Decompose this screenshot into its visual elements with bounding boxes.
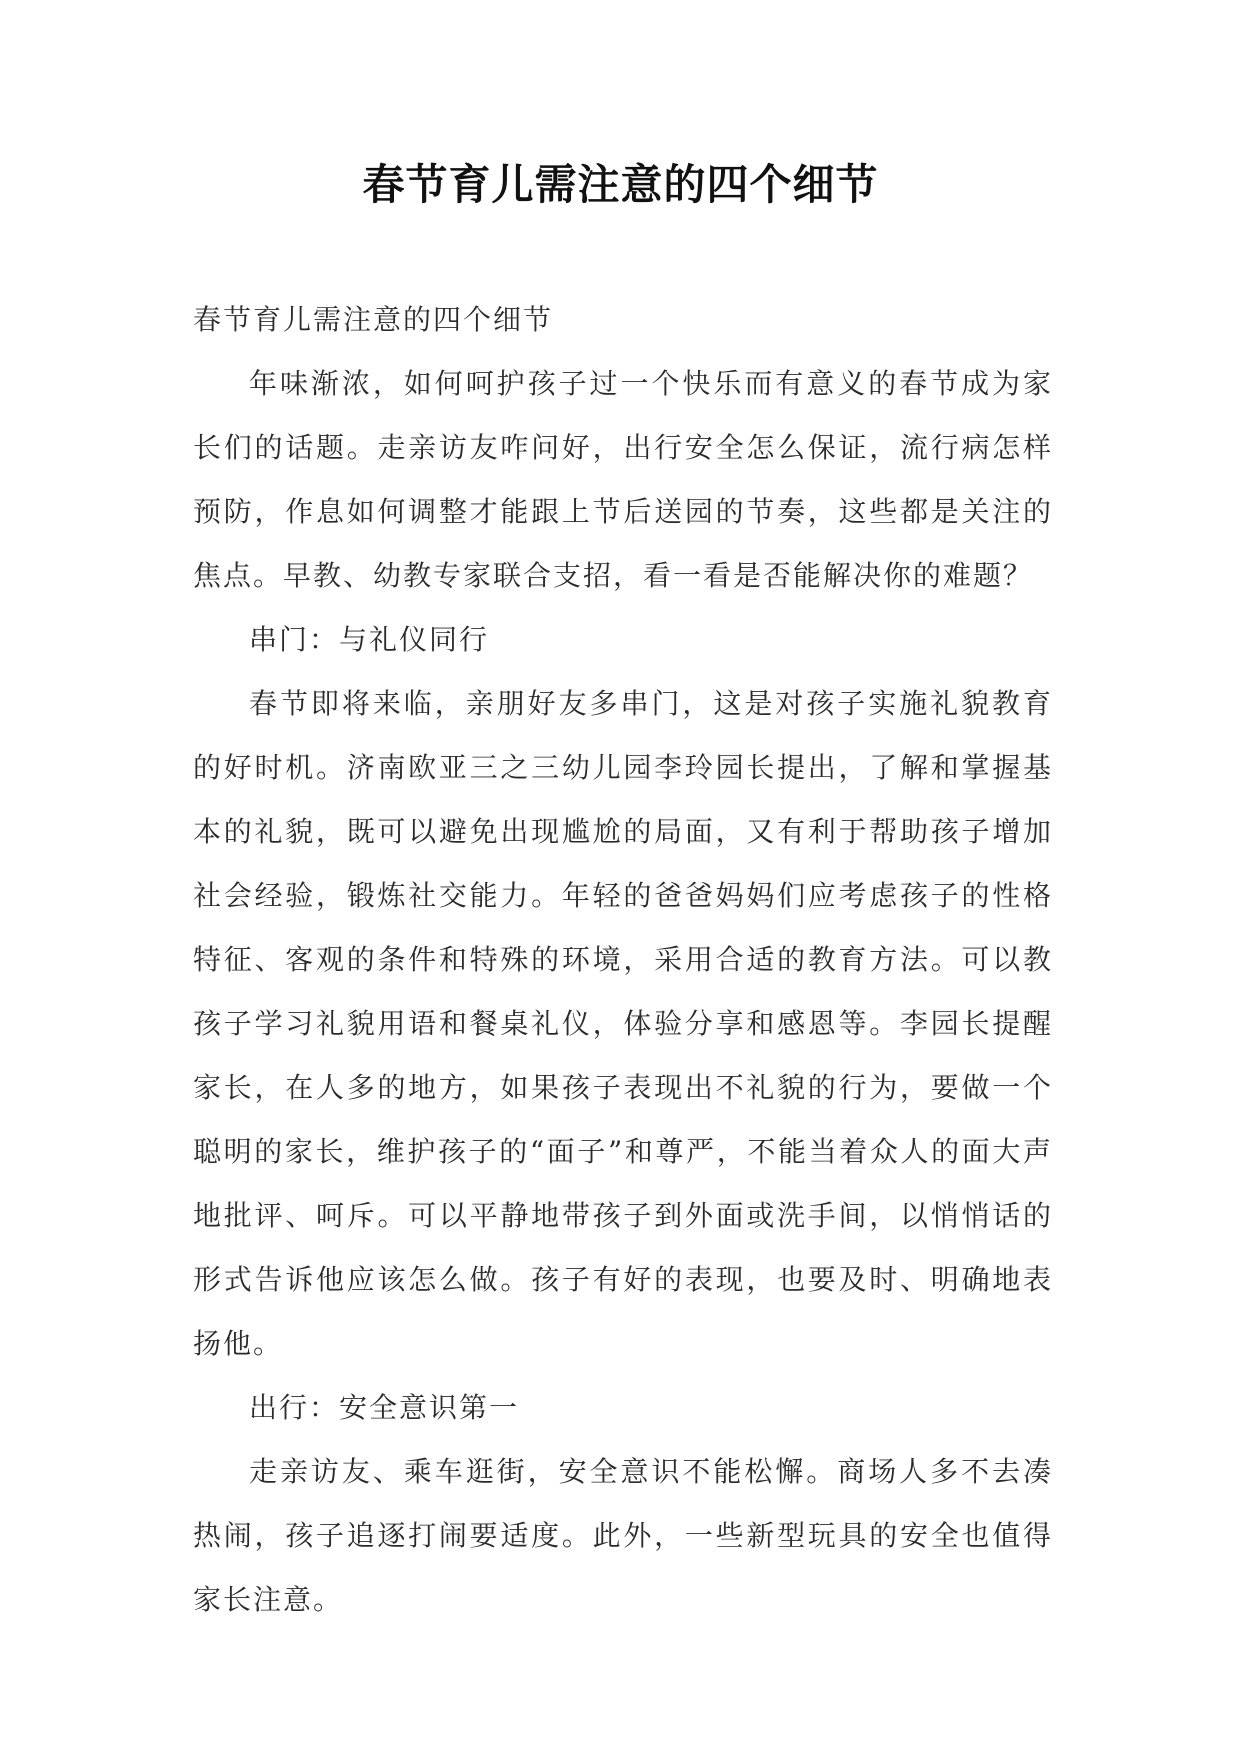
- document-title: 春节育儿需注意的四个细节: [362, 160, 879, 209]
- paragraph-subtitle: 春节育儿需注意的四个细节: [193, 303, 554, 336]
- document-body: [193, 288, 1053, 1632]
- section-heading-visiting: 串门：与礼仪同行: [249, 623, 490, 656]
- paragraph-intro: 年味渐浓，如何呵护孩子过一个快乐而有意义的春节成为家长们的话题。走亲访友咋问好，出行安全怎么保证，流行病怎样预防，作息如何调整才能跟上节后送园的节奏，这些都是关注的焦点。早教、幼教专家联合支招，看一看是否能解决你的难题？: [193, 367, 1053, 592]
- paragraph-visiting: 春节即将来临，亲朋好友多串门，这是对孩子实施礼貌教育的好时机。济南欧亚三之三幼儿园李玲园长提出，了解和掌握基本的礼貌，既可以避免出现尴尬的局面，又有利于帮助孩子增加社会经验，锻炼社交能力。年轻的爸爸妈妈们应考虑孩子的性格特征、客观的条件和特殊的环境，采用合适的教育方法。可以教孩子学习礼貌用语和餐桌礼仪，体验分享和感恩等。李园长提醒家长，在人多的地方，如果孩子表现出不礼貌的行为，要做一个聪明的家长，维护孩子的“面子”和尊严，不能当着众人的面大声地批评、呵斥。可以平静地带孩子到外面或洗手间，以悄悄话的形式告诉他应该怎么做。孩子有好的表现，也要及时、明确地表扬他。: [193, 687, 1053, 1360]
- paragraph-travel: 走亲访友、乘车逛街，安全意识不能松懈。商场人多不去凑热闹，孩子追逐打闹要适度。此外，一些新型玩具的安全也值得家长注意。: [193, 1455, 1053, 1616]
- section-heading-travel: 出行：安全意识第一: [249, 1391, 520, 1424]
